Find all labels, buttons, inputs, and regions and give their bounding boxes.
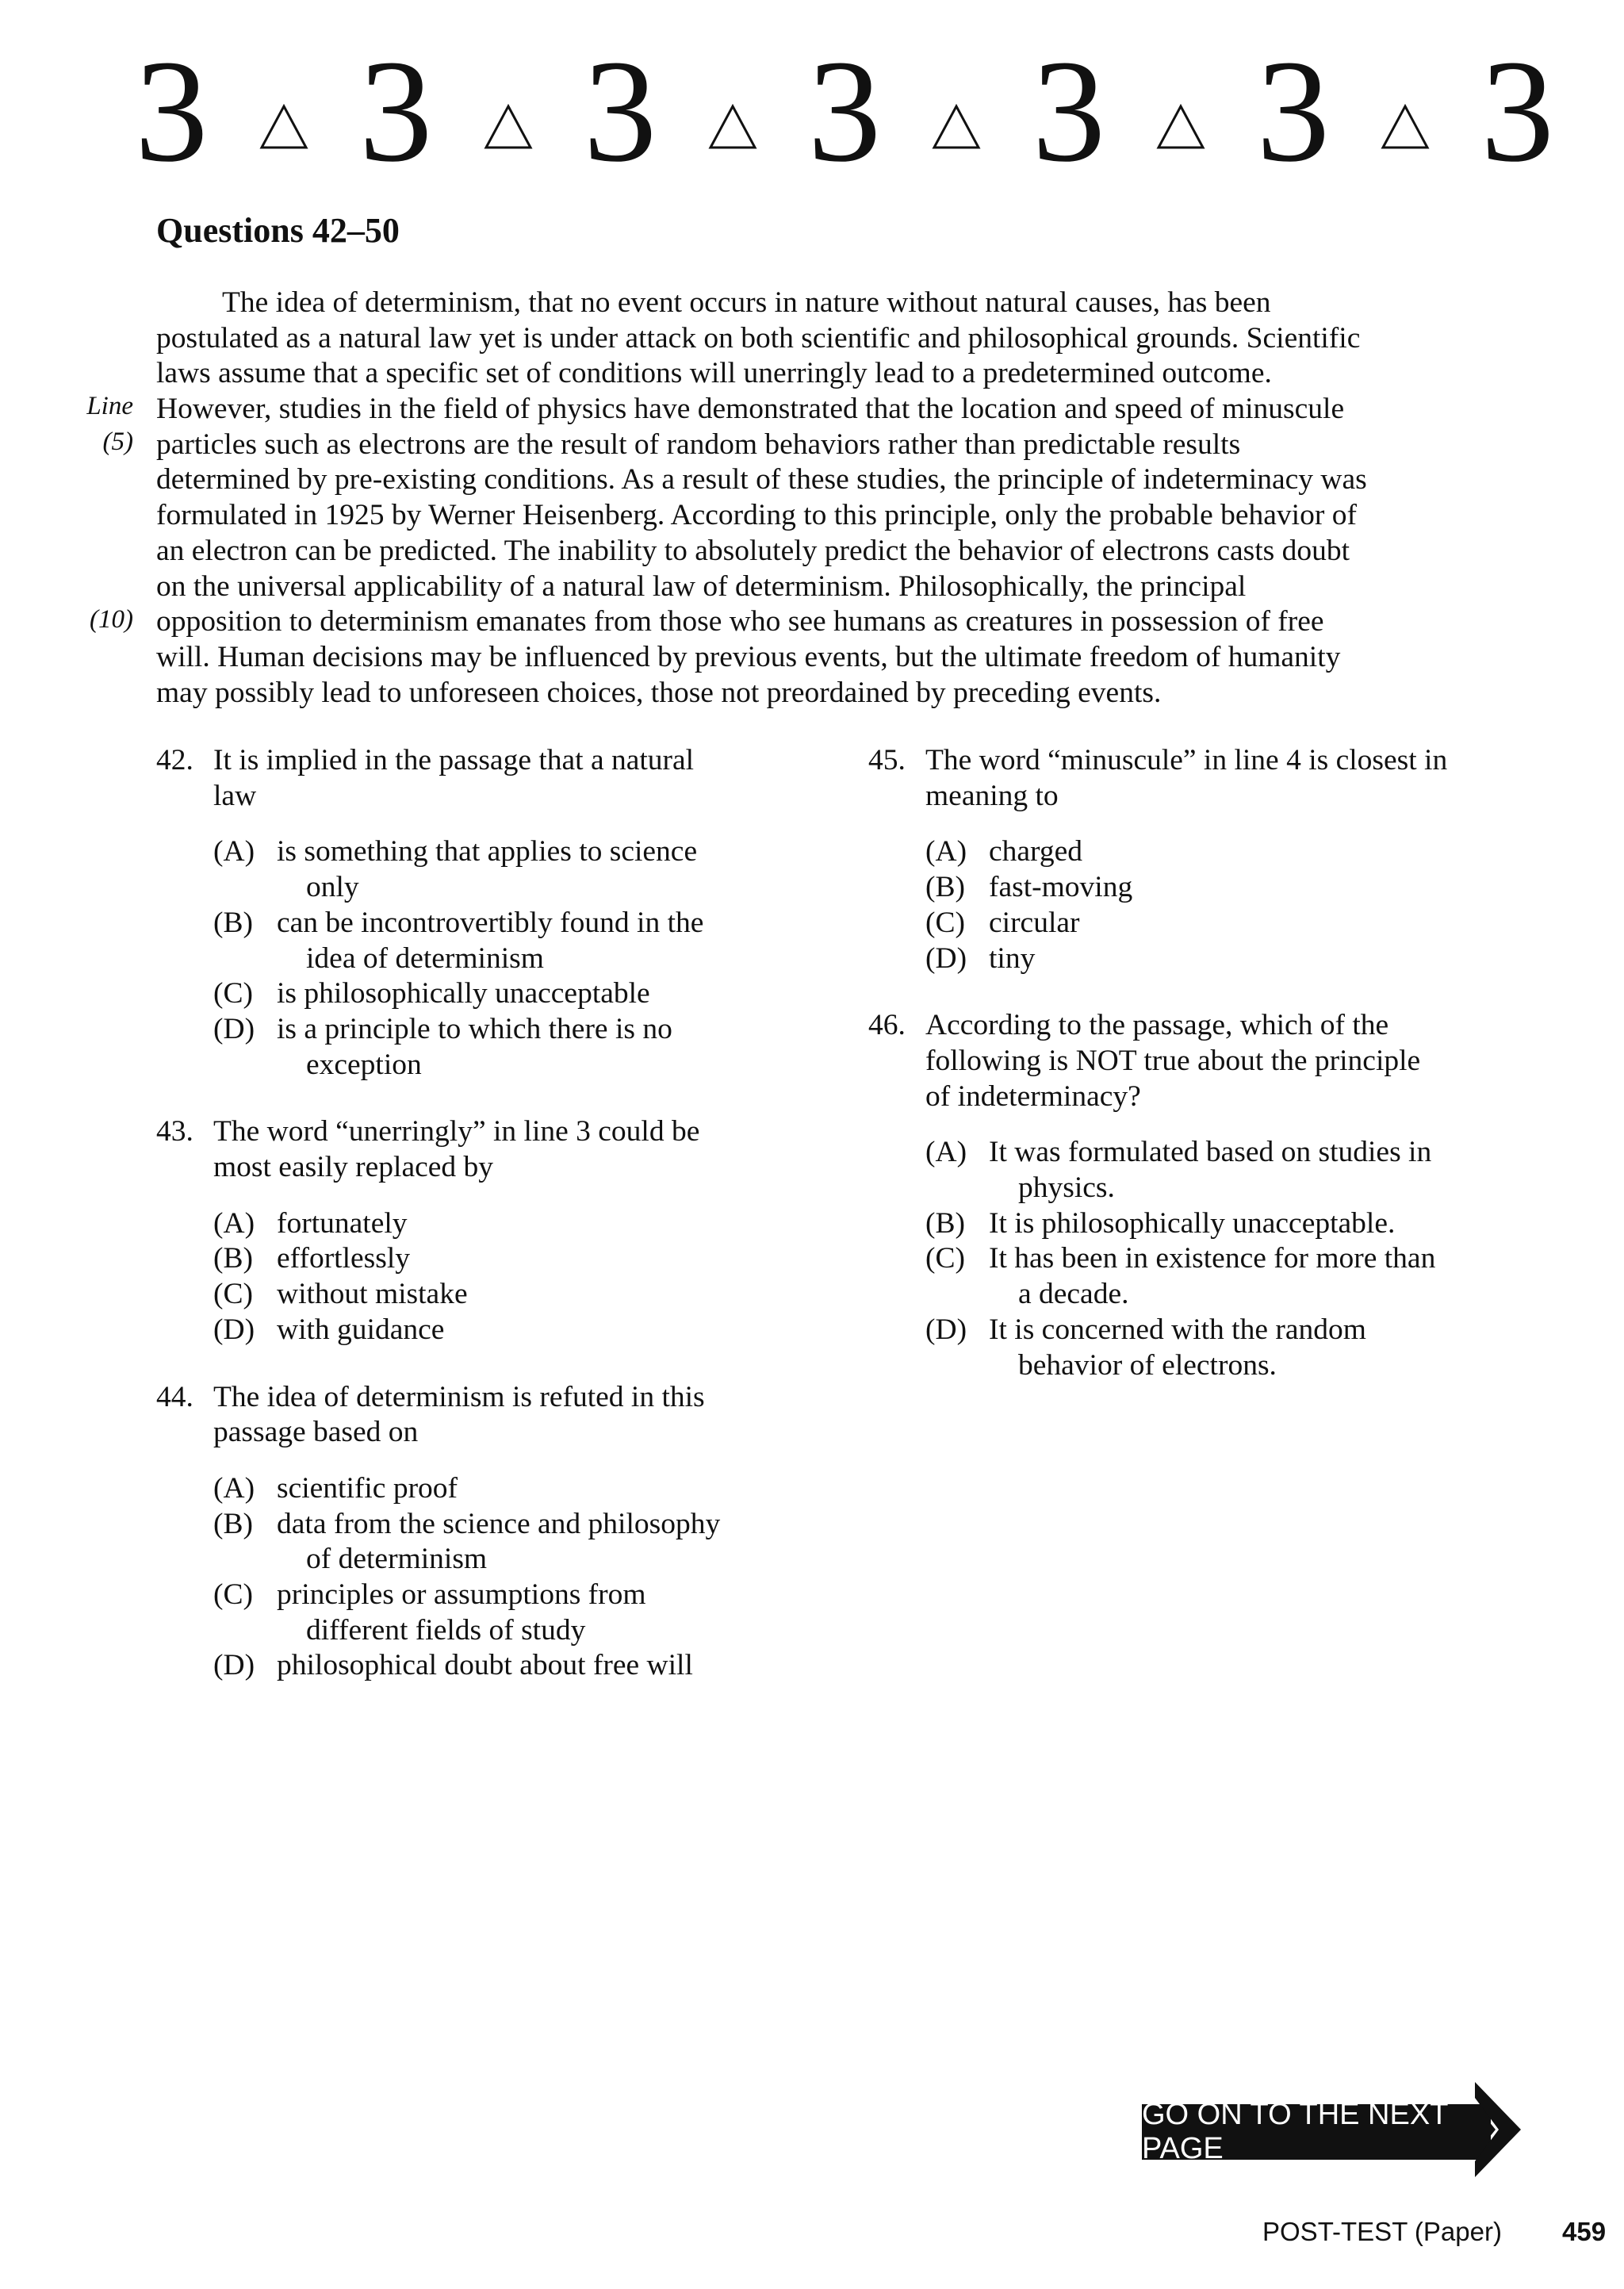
passage-line: opposition to determinism emanates from those who see humans as creatures in possession of free [156,605,1324,638]
reading-passage [156,286,1477,711]
choice-text: is something that applies to science [277,835,698,868]
stem-line: meaning to [925,779,1059,812]
choice-text: It has been in existence for more than [989,1242,1436,1275]
passage-line: an electron can be predicted. The inability to absolutely predict the behavior of electrons casts doubt [156,534,1350,567]
stem-line: most easily replaced by [213,1151,494,1184]
choice-text: behavior of electrons. [1018,1348,1277,1382]
choice-text: is philosophically unacceptable [277,977,650,1010]
answer-choice-b[interactable] [925,870,1550,906]
go-next-page-box [1142,2098,1491,2165]
question-stem [925,1008,1550,1114]
footer-section-label: POST-TEST (Paper) [1262,2217,1502,2246]
answer-choice-c[interactable] [213,976,838,1012]
question-46 [868,1008,1550,1383]
passage-line: However, studies in the field of physics have demonstrated that the location and speed of minuscule [156,393,1345,426]
arrow-right-icon [1475,2082,1522,2177]
triangle-outline-icon [259,102,309,152]
choice-letter: (A) [213,835,255,868]
passage-line: on the universal applicability of a natural law of determinism. Philosophically, the principal [156,569,1247,603]
choice-text: can be incontrovertibly found in the [277,906,704,939]
answer-choice-a[interactable] [925,834,1550,870]
answer-choice-a[interactable] [925,1135,1550,1206]
question-stem [213,1380,838,1451]
choice-text: fast-moving [989,871,1133,904]
choice-letter: (D) [213,1012,255,1045]
triangle-outline-icon [483,102,534,152]
line-number-10: (10) [90,605,133,634]
question-number: 44. [156,1380,193,1413]
choice-text: philosophical doubt about free will [277,1649,693,1682]
answer-choice-a[interactable] [213,1206,838,1242]
question-45 [868,743,1550,976]
passage-line: laws assume that a specific set of conditions will unerringly lead to a predetermined outcome. [156,357,1272,390]
section-number: 3 [135,29,209,193]
choice-letter: (D) [213,1313,255,1346]
choice-letter: (A) [213,1471,255,1505]
section-number: 3 [807,29,882,193]
choice-text: principles or assumptions from [277,1578,646,1612]
passage-line: will. Human decisions may be influenced by previous events, but the ultimate freedom of humanity [156,640,1341,673]
choice-letter: (A) [925,1136,967,1169]
question-stem [213,1114,838,1185]
stem-line: According to the passage, which of the [925,1009,1389,1042]
choice-text: It was formulated based on studies in [989,1136,1432,1169]
stem-line: The word “minuscule” in line 4 is closest in [925,744,1448,776]
choice-letter: (D) [925,1313,967,1346]
stem-line: The word “unerringly” in line 3 could be [213,1115,700,1148]
page-number: 459 [1562,2217,1607,2246]
answer-choice-d[interactable] [213,1648,838,1684]
choice-letter: (B) [213,1242,253,1275]
answer-choices [156,834,838,1083]
triangle-outline-icon [1380,102,1431,152]
triangle-outline-icon [707,102,758,152]
question-number: 43. [156,1115,193,1148]
passage-line: The idea of determinism, that no event occurs in nature without natural causes, has been [222,286,1271,319]
answer-choices [868,1135,1550,1383]
section-number: 3 [1032,29,1106,193]
stem-line: It is implied in the passage that a natural [213,744,695,776]
choice-text: with guidance [277,1313,445,1346]
choice-text: fortunately [277,1206,408,1240]
question-44 [156,1380,838,1685]
section-number: 3 [1256,29,1331,193]
line-label: Line [86,392,133,420]
passage-line: may possibly lead to unforeseen choices, those not preordained by preceding events. [156,676,1162,709]
choice-text: of determinism [306,1543,488,1576]
choice-letter: (C) [213,977,253,1010]
choice-letter: (D) [213,1649,255,1682]
question-number: 42. [156,744,193,776]
stem-line: The idea of determinism is refuted in this [213,1380,705,1413]
passage-line: determined by pre-existing conditions. As a result of these studies, the principle of indeterminacy was [156,463,1367,497]
choice-text: scientific proof [277,1471,458,1505]
section-heading: Questions 42–50 [156,211,400,250]
choice-text: charged [989,835,1082,868]
question-stem [925,743,1550,814]
answer-choice-a[interactable] [213,1471,838,1507]
choice-text: different fields of study [306,1613,586,1647]
line-number-5: (5) [102,428,133,456]
questions-right-column [868,743,1550,1402]
section-number: 3 [1480,29,1554,193]
choice-letter: (B) [925,871,965,904]
choice-letter: (B) [213,906,253,939]
answer-choices [156,1471,838,1684]
choice-text: a decade. [1018,1278,1129,1311]
choice-letter: (A) [925,835,967,868]
stem-line: of indeterminacy? [925,1079,1141,1113]
stem-line: law [213,779,257,812]
choice-text: It is concerned with the random [989,1313,1366,1346]
choice-letter: (D) [925,941,967,975]
triangle-outline-icon [1155,102,1206,152]
question-43 [156,1114,838,1348]
questions-left-column [156,743,838,1703]
answer-choice-b[interactable] [213,906,838,976]
answer-choice-d[interactable] [213,1012,838,1083]
choice-text: physics. [1018,1171,1115,1205]
triangle-outline-icon [931,102,982,152]
stem-line: following is NOT true about the principle [925,1044,1421,1077]
question-stem [213,743,838,814]
answer-choice-d[interactable] [925,941,1550,977]
choice-letter: (B) [213,1507,253,1540]
choice-text: tiny [989,941,1036,975]
answer-choice-a[interactable] [213,834,838,905]
stem-line: passage based on [213,1416,419,1449]
answer-choice-b[interactable] [925,1206,1550,1242]
go-next-page-banner [1142,2082,1526,2177]
go-next-page-label: GO ON TO THE NEXT PAGE [1142,2098,1448,2165]
choice-text: exception [306,1048,422,1081]
choice-letter: (C) [213,1278,253,1311]
answer-choice-c[interactable] [213,1277,838,1313]
answer-choice-b[interactable] [213,1507,838,1578]
question-number: 45. [868,744,906,776]
choice-text: idea of determinism [306,941,544,975]
answer-choices [868,834,1550,976]
passage-line: particles such as electrons are the result of random behaviors rather than predictable results [156,428,1241,461]
choice-letter: (A) [213,1206,255,1240]
choice-text: only [306,871,359,904]
passage-line: postulated as a natural law yet is under attack on both scientific and philosophical grounds. Scientific [156,321,1361,355]
answer-choice-b[interactable] [213,1241,838,1277]
choice-letter: (C) [925,906,965,939]
answer-choice-d[interactable] [925,1313,1550,1383]
passage-line: formulated in 1925 by Werner Heisenberg. According to this principle, only the probable behavior of [156,499,1357,532]
choice-letter: (C) [925,1242,965,1275]
choice-text: data from the science and philosophy [277,1507,721,1540]
answer-choice-c[interactable] [213,1578,838,1648]
choice-letter: (B) [925,1206,965,1240]
answer-choice-c[interactable] [925,906,1550,941]
question-42 [156,743,838,1083]
choice-letter: (C) [213,1578,253,1612]
section-number: 3 [583,29,657,193]
answer-choices [156,1206,838,1348]
choice-text: circular [989,906,1080,939]
answer-choice-c[interactable] [925,1241,1550,1312]
choice-text: effortlessly [277,1242,411,1275]
choice-text: is a principle to which there is no [277,1012,672,1045]
section-number: 3 [358,29,433,193]
question-number: 46. [868,1009,906,1042]
choice-text: without mistake [277,1278,468,1311]
choice-text: It is philosophically unacceptable. [989,1206,1396,1240]
section-banner [135,29,1554,193]
answer-choice-d[interactable] [213,1313,838,1348]
